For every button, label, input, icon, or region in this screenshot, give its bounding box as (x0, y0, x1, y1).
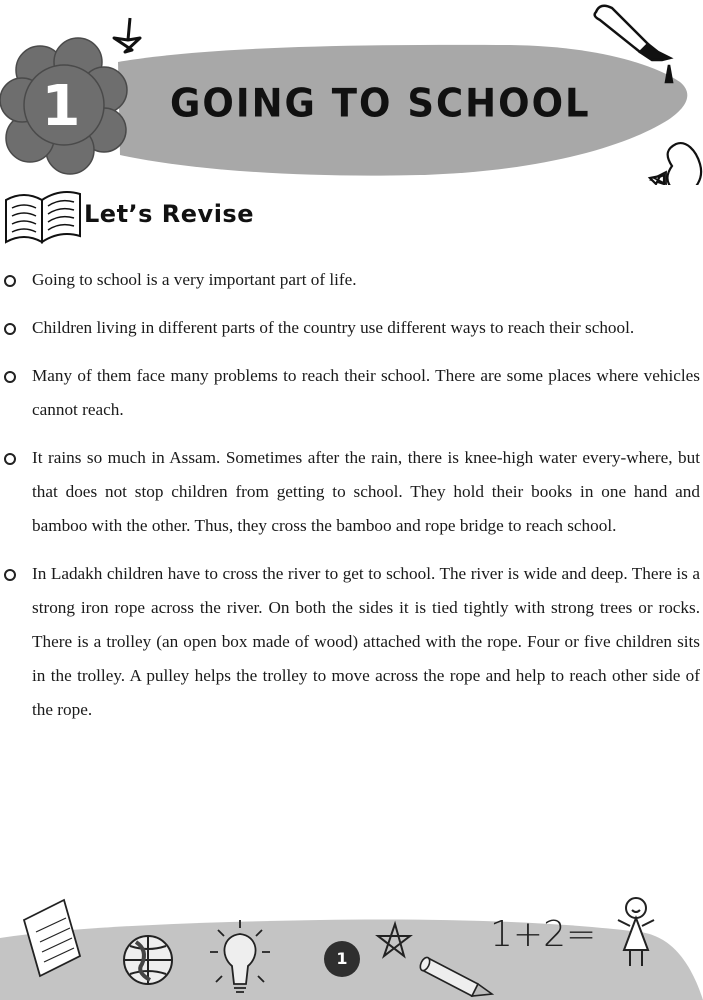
bird-icon (650, 143, 701, 185)
star-icon (114, 18, 140, 52)
math-doodle: 1+2= (490, 914, 597, 955)
list-item: It rains so much in Assam. Sometimes after the rain, there is knee-high water every-where, but that does not stop children from getting to school. They hold their books in one hand and bamboo with the other. Thus, they cross the bamboo and rope bridge to reach school. (0, 441, 703, 543)
bullet-circle-icon (4, 453, 16, 465)
list-item: Many of them face many problems to reach their school. There are some places where vehicles cannot reach. (0, 359, 703, 427)
bullet-circle-icon (4, 569, 16, 581)
list-item: Going to school is a very important part of life. (0, 263, 703, 297)
chapter-number: 1 (41, 74, 81, 139)
list-item: In Ladakh children have to cross the river to get to school. The river is wide and deep. There is a strong iron rope across the river. On both the sides it is tied tightly with strong trees or rocks. There is a trolley (an open box made of wood) attached with the rope. Four or five children sits in the trolley. A pulley helps the trolley to move across the rope and help to reach other side of the rope. (0, 557, 703, 727)
revision-points (0, 263, 703, 741)
bullet-circle-icon (4, 371, 16, 383)
bullet-circle-icon (4, 323, 16, 335)
footer-decoration (0, 880, 703, 1000)
open-book-icon (2, 186, 84, 248)
list-item: Children living in different parts of the country use different ways to reach their school. (0, 311, 703, 345)
section-heading: Let’s Revise (84, 200, 254, 228)
bullet-circle-icon (4, 275, 16, 287)
page-number-badge: 1 (324, 941, 360, 977)
globe-icon (124, 936, 172, 984)
chapter-title: GOING TO SCHOOL (170, 80, 591, 127)
